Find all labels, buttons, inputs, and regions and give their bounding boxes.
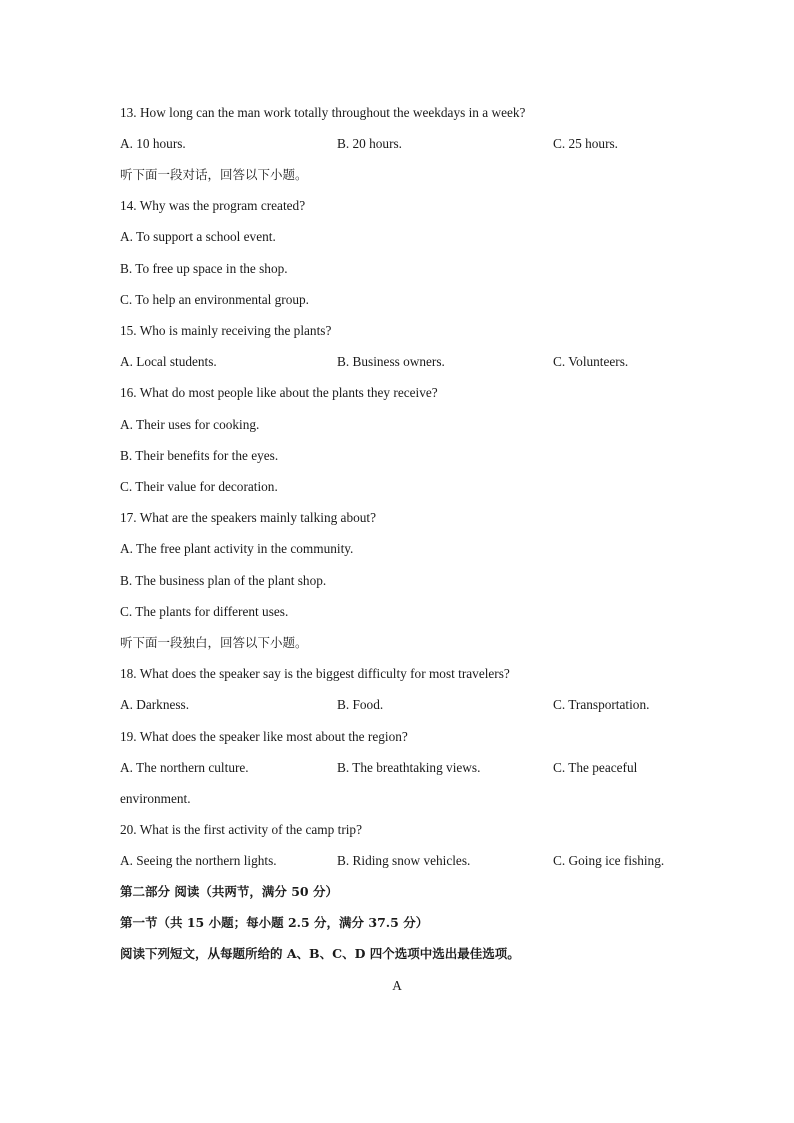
question-14: 14. Why was the program created? [120,198,306,213]
q14-option-b: B. To free up space in the shop. [120,261,288,276]
q13-option-b: B. 20 hours. [337,136,403,151]
q13-option-c: C. 25 hours. [553,136,619,151]
part-two-heading: 第二部分 阅读（共两节，满分 50 分） [120,884,338,899]
question-18: 18. What does the speaker say is the biggest difficulty for most travelers? [120,666,510,681]
q15-option-c: C. Volunteers. [553,354,629,369]
q18-option-a: A. Darkness. [120,697,190,712]
question-19: 19. What does the speaker like most about the region? [120,729,408,744]
reading-instruction: 阅读下列短文，从每题所给的 A、B、C、D 四个选项中选出最佳选项。 [120,946,520,961]
q16-option-c: C. Their value for decoration. [120,479,278,494]
q20-option-b: B. Riding snow vehicles. [337,853,471,868]
dialog-instruction: 听下面一段对话，回答以下小题。 [120,167,308,182]
q14-option-a: A. To support a school event. [120,229,276,244]
q15-option-a: A. Local students. [120,354,217,369]
q16-option-a: A. Their uses for cooking. [120,417,260,432]
question-17: 17. What are the speakers mainly talking about? [120,510,377,525]
q19-option-a: A. The northern culture. [120,760,249,775]
question-20: 20. What is the first activity of the camp trip? [120,822,362,837]
q17-option-b: B. The business plan of the plant shop. [120,573,327,588]
q17-option-a: A. The free plant activity in the community. [120,541,354,556]
question-16: 16. What do most people like about the plants they receive? [120,385,438,400]
q14-option-c: C. To help an environmental group. [120,292,310,307]
question-15: 15. Who is mainly receiving the plants? [120,323,332,338]
question-13: 13. How long can the man work totally throughout the weekdays in a week? [120,105,526,120]
q19-option-b: B. The breathtaking views. [337,760,481,775]
q18-option-b: B. Food. [337,697,384,712]
section-one-heading: 第一节（共 15 小题；每小题 2.5 分，满分 37.5 分） [120,915,429,930]
q18-option-c: C. Transportation. [553,697,650,712]
q16-option-b: B. Their benefits for the eyes. [120,448,279,463]
q19-option-c: C. The peaceful [553,760,638,775]
q13-option-a: A. 10 hours. [120,136,186,151]
q15-option-b: B. Business owners. [337,354,445,369]
q17-option-c: C. The plants for different uses. [120,604,289,619]
q19-option-c-continued: environment. [120,791,191,806]
q20-option-c: C. Going ice fishing. [553,853,665,868]
passage-label: A [392,978,402,993]
monologue-instruction: 听下面一段独白，回答以下小题。 [120,635,308,650]
q20-option-a: A. Seeing the northern lights. [120,853,277,868]
